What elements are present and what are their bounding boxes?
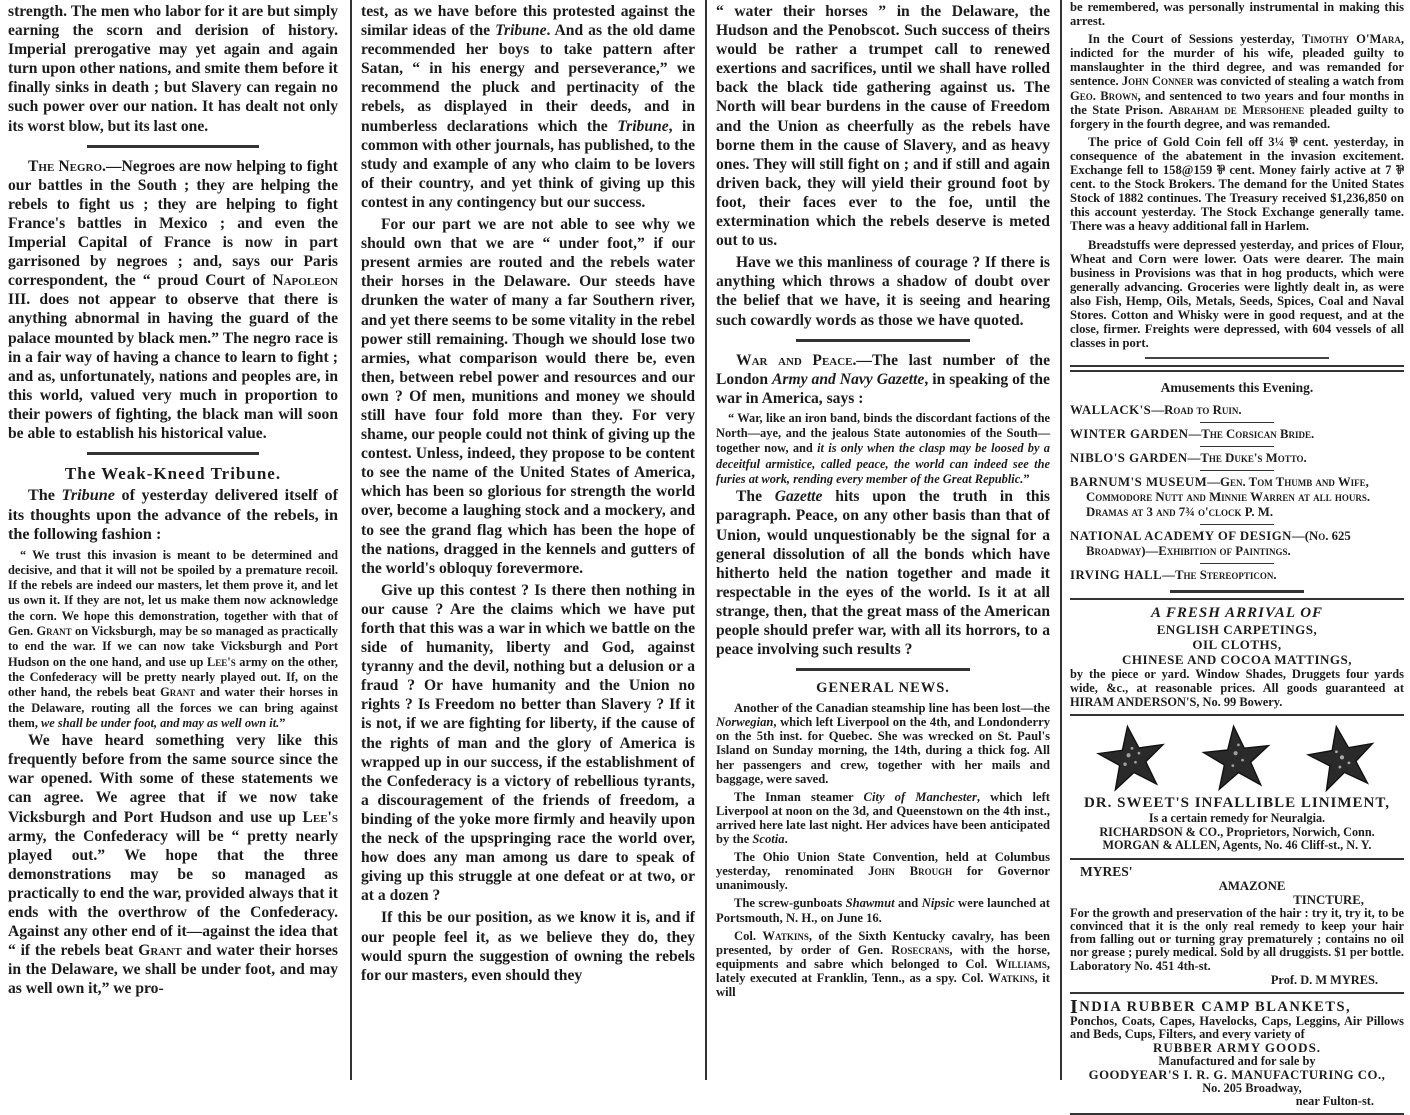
article-para-manliness: Have we this manliness of courage ? If there is anything which throws a shadow of doubt over the belief that we have, it is seeing and hearing such cowardly words as those we have quoted. — [716, 254, 1050, 329]
section-divider — [1170, 590, 1304, 593]
article-para-under-foot: For our part we are not able to see why we should own that we are “ under foot,” if our present armies are routed and the rebels water their horses in the Delaware. Our steeds have drunken the water of many a far Southern river, and yet there seems to be some vitality in the rebel power still remaining. Though we should lose two armies, what comparison would there be, even then, between rebel power and resources and our own ? Of men, munitions and money we should still have four fold more than they. For very shame, our people could not think of giving up the contest. Unless, indeed, they propose to be content to see the name of the United States of America, which has been so glorious for strength the world over, become a laughing stock and a mockery, and to see the grand flag which has been the hope of the nations, dragged in the kennels and gutters of the world's obloquy forevermore. — [361, 216, 695, 577]
ad-india-rubber: I NDIA RUBBER CAMP BLANKETS, Ponchos, Coats, Capes, Havelocks, Caps, Leggins, Air Pillows and Beds, Cups, Filters, and every variety of RUBBER ARMY GOODS. Manufactured and for sale by GOODYEAR'S I. R. G. MANUFACTURING CO., No. 205 Broadway, near Fulton-st. — [1070, 995, 1404, 1108]
amusement-item: IRVING HALL—The Stereopticon. — [1070, 568, 1277, 583]
stars-illustration — [1080, 721, 1394, 793]
news-item-court-of-sessions: In the Court of Sessions yesterday, Timothy O'Mara, indicted for the murder of his wife, pleaded guilty to manslaughter in the third degree, and was remanded for sentence. John Conner was convicted of stealing a watch from Geo. Brown, and sentenced to two years and four months in the State Prison. Abraham de Mersohene pleaded guilty to forgery in the fourth degree, and was remanded. — [1070, 32, 1404, 131]
article-lead-war-and-peace: War and Peace. — [736, 351, 857, 369]
ad-liniment: DR. SWEET'S INFALLIBLE LINIMENT, Is a certain remedy for Neuralgia. RICHARDSON & CO., Proprietors, Norwich, Conn. MORGAN & ALLEN, Agents, No. 46 Cliff-st., N. Y. — [1070, 721, 1404, 853]
amusement-item: NIBLO'S GARDEN—The Duke's Motto. — [1070, 451, 1307, 466]
star-icon — [1306, 724, 1378, 790]
ad-rule — [1070, 598, 1404, 600]
article-weak-tribune-response: We have heard something very like this frequently before from the same source since the war opened. With some of these statements we can agree. We agree that if we now take Vicksburgh and Port Hudson and use up Lee's army, the Confederacy will be “ pretty nearly played out.” We hope that the three demonstrations may be so managed as practically to end the war, provided always that it ends with the overthrow of the Confederacy. Against any other end of it—against the idea that “ if the rebels beat Grant and water their horses in the Delaware, we shall be under foot, and may as well own it,” we pro- — [8, 732, 338, 998]
amusement-divider — [1200, 524, 1273, 525]
amusements-section — [1070, 380, 1404, 586]
liniment-title: DR. SWEET'S INFALLIBLE LINIMENT, — [1083, 795, 1391, 812]
section-divider — [87, 452, 259, 455]
tribune-quotation: “ We trust this invasion is meant to be determined and decisive, and that it will not be spoiled by a premature recoil. If the rebels are indeed our masters, let them prove it, and let us own it. If they are not, let us make them now acknowledge the corn. We hope this demonstration, together with that of Gen. Grant on Vicksburgh, may be so managed as practically to end the war. If we can now take Vicksburgh and Port Hudson on the one hand, and use up Lee's army on the other, the Confederacy will be pretty nearly played out. If, on the other hand, the rebels beat Grant and water their horses in the Delaware, routing all the forces we can bring against them, we shall be under foot, and may as well own it.” — [8, 547, 338, 730]
news-item-col-watkins: Col. Watkins, of the Sixth Kentucky cavalry, has been presented, by order of Gen. Rosecrans, with the horse, equipments and sabre which belonged to Col. Williams, lately executed at Franklin, Tenn., as a spy. Col. Watkins, it will — [716, 928, 1050, 999]
section-divider — [796, 339, 970, 342]
news-item-gunboats: The screw-gunboats Shawmut and Nipsic were launched at Portsmouth, N. H., on June 16. — [716, 896, 1050, 925]
amusement-divider — [1200, 446, 1273, 447]
column-1 — [0, 0, 352, 1080]
article-war-and-peace: War and Peace.—The last number of the London Army and Navy Gazette, in speaking of the war in America, says : — [716, 351, 1050, 407]
ad-rule — [1070, 1113, 1404, 1115]
news-item-watkins-continued: be remembered, was personally instrumental in making this arrest. — [1070, 0, 1404, 29]
column-2 — [355, 0, 707, 1080]
news-item-ohio-convention: The Ohio Union State Convention, held at Columbus yesterday, renominated John Brough for Governor unanimously. — [716, 850, 1050, 893]
ad-carpetings: A FRESH ARRIVAL OF ENGLISH CARPETINGS, OIL CLOTHS, CHINESE AND COCOA MATTINGS, by the piece or yard. Window Shades, Druggets four yards wide, &c., at reasonable prices. All goods guaranteed at HIRAM ANDERSON'S, No. 99 Bowery. — [1070, 605, 1404, 710]
gazette-quotation: “ War, like an iron band, binds the discordant factions of the North—aye, and the jealous State autonomies of the South—together now, and it is only when the clasp may be loosed by a deceitful armistice, called peace, the world can indeed see the furies at work, rending every member of the Great Republic.” — [716, 410, 1050, 487]
news-item-city-of-manchester: The Inman steamer City of Manchester, which left Liverpool at noon on the 3d, and Queenstown on the 4th inst., arrived here late last night. Her advices have been anticipated by the Scotia. — [716, 789, 1050, 847]
amusement-item: WALLACK'S—Road to Ruin. — [1070, 403, 1242, 418]
section-divider — [87, 145, 259, 148]
amusement-divider — [1200, 470, 1273, 471]
ad-rule — [1070, 714, 1404, 716]
amusement-item: BARNUM'S MUSEUM—Gen. Tom Thumb and Wife, Commodore Nutt and Minnie Warren at all hours. Dramas at 3 and 7¾ o'clock P. M. — [1070, 475, 1371, 520]
article-slavery-conclusion: strength. The men who labor for it are but simply earning the scorn and derision of history. Imperial prerogative may yet again and again turn upon other nations, and smite them before it finally sinks in death ; but Slavery can regain no such power over our nation. It has dealt not only its worst blow, but its last one. — [8, 3, 338, 135]
weak-tribune-intro: The Tribune of yesterday delivered itself of its thoughts upon the advance of the rebels, in the following fashion : — [8, 486, 338, 544]
star-icon — [1201, 724, 1273, 790]
section-divider — [1145, 357, 1329, 359]
amusements-heading: Amusements this Evening. — [1160, 380, 1314, 396]
news-item-norwegian: Another of the Canadian steamship line has been lost—the Norwegian, which left Liverpool on the 4th, and Londonderry on the 5th inst. for Quebec. She was wrecked on St. Paul's Island on Sunday morning, the 14th, during a thick fog. All her passengers and crew, together with her mails and baggage, were saved. — [716, 701, 1050, 786]
column-4 — [1064, 0, 1410, 1108]
article-para-our-position: If this be our position, as we know it is, and if our people feel it, as we believe they do, they would spurn the suggestion of owning the rebels for our masters, even should they — [361, 909, 695, 984]
ad-myres-amazone: MYRES' AMAZONE TINCTURE, For the growth and preservation of the hair : try it, try it, to be convinced that it is the only real remedy to keep your hair from falling out or turning gray prematurely ; contains no oil nor grease ; purely medical. Sold by all druggists. $1 per bottle. Laboratory No. 451 4th-st. Prof. D. M MYRES. — [1070, 863, 1404, 987]
ad-rule — [1070, 992, 1404, 994]
headline-general-news: GENERAL NEWS. — [816, 680, 950, 697]
section-divider — [796, 668, 970, 671]
ad-rule — [1070, 858, 1404, 860]
amusement-divider — [1200, 422, 1273, 423]
article-the-negro: The Negro.—Negroes are now helping to fight our battles in the South ; they are helping the rebels to fight us ; they are helping to fight France's battles in Mexico ; and even the Imperial Capital of France is now in part garrisoned by negroes ; and, says our Paris correspondent, the “ proud Court of Napoleon III. does not appear to observe that there is anything abnormal in having the guard of the palace mounted by black men.” The negro race is in a fair way of having a chance to learn to fight ; and as, unfortunately, nations and peoples are, in this world, valued very much in proportion to their powers of fighting, the black man will soon be able to establish his historical value. — [8, 157, 338, 442]
news-item-gold-coin: The price of Gold Coin fell off 3¼ ⅌ cent. yesterday, in consequence of the abatement in the invasion excitement. Exchange fell to 158@159 ⅌ cent. Money fairly active at 7 ⅌ cent. to the Stock Brokers. The demand for the United States Stock of 1882 continues. The Treasury received $1,236,850 on this account yesterday. The Stock Exchange generally tame. There was a heavy additional fall in Harlem. — [1070, 134, 1404, 234]
star-icon — [1096, 724, 1168, 790]
amusement-item: WINTER GARDEN—The Corsican Bride. — [1070, 427, 1315, 442]
amusement-divider — [1200, 563, 1273, 564]
article-continuation-protest: test, as we have before this protested against the similar ideas of the Tribune. And as the old dame recommended her boys to take pattern after Satan, “ in his energy and perseverance,” we recommend the pluck and pertinacity of the rebels, as displayed in their deeds, and in numberless declarations which the Tribune, in common with other journals, has published, to the study and example of any who claim to be lovers of their country, and yet think of giving up this contest in any contingency but our success. — [361, 3, 695, 211]
article-gazette-response: The Gazette hits upon the truth in this paragraph. Peace, on any other basis than that of Union, would unquestionably be the signal for a general dissolution of all the bonds which have hitherto held the nation together and made it respectable in the eyes of the world. Is it at all strange, then, that the great mass of the American people should prefer war, with all its horrors, to a peace involving such results ? — [716, 488, 1050, 659]
double-rule — [1070, 365, 1404, 372]
amusement-item: NATIONAL ACADEMY OF DESIGN—(No. 625 Broadway)—Exhibition of Paintings. — [1070, 529, 1351, 559]
article-para-water-horses: “ water their horses ” in the Delaware, the Hudson and the Penobscot. Such success of theirs would be rather a trumpet call to renewed exertions and sacrifices, until we shall have rolled back the black tide gathering against us. The North will bear burdens in the cause of Freedom and the Union as cheerfully as the rebels have borne them in the cause of Slavery, and as heavy ones. They will still fight on ; and if still and again driven back, they will yield their ground foot by foot, their faces ever to the foe, until the extermination which the rebels deserve is meted out to us. — [716, 3, 1050, 250]
news-item-breadstuffs: Breadstuffs were depressed yesterday, and prices of Flour, Wheat and Corn were lower. Oats were dearer. The main business in Provisions was that in hog products, which were generally advancing. Groceries were lightly dealt in, as were also Fish, Hemp, Oils, Metals, Seeds, Spices, Coal and Naval Stores. Cotton and Whisky were in good request, and at the close, firmer. Freights were depressed, with 604 vessels of all classes in port. — [1070, 237, 1404, 351]
headline-weak-kneed-tribune: The Weak-Kneed Tribune. — [64, 464, 282, 484]
column-3 — [710, 0, 1062, 1080]
article-lead-the-negro: The Negro. — [28, 157, 106, 175]
article-para-give-up-contest: Give up this contest ? Is there then nothing in our cause ? Are the claims which we have put forth that this was a war in which we battle on the side of humanity, liberty and God, against tyranny and the devil, nothing but a delusion or a fraud ? Or have humanity and the Union no rights ? Is Freedom no better than Slavery ? If it is not, if we are fighting for liberty, if the cause of the rights of man and the glory of America is wrapped up in our success, if the establishment of the Confederacy is a victory of rebellious tyrants, a discouragement of the friends of freedom, a binding of the yoke more firmly and heavily upon the neck of the upspringing race the world over, how does any man among us dare to speak of giving up this struggle at one defeat or at two, or at a dozen ? — [361, 581, 695, 905]
